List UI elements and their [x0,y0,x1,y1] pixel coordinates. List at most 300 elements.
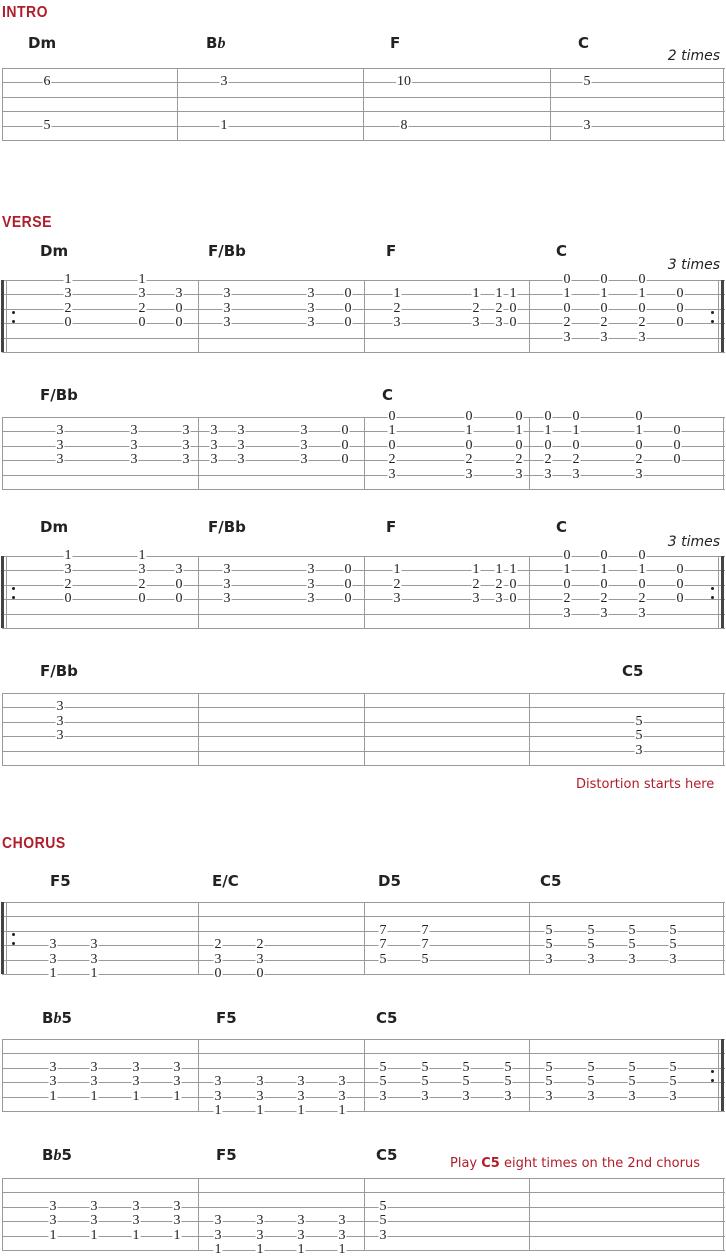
fret-number: 0 [563,300,571,316]
fret-number: 5 [421,1074,429,1090]
fret-number: 2 [472,300,480,316]
fret-number: 5 [545,1059,553,1075]
barline [529,1178,530,1250]
fret-number: 3 [56,713,64,729]
fret-number: 3 [600,605,608,621]
fret-number: 0 [638,548,646,563]
fret-number: 3 [182,423,190,439]
fret-number: 6 [43,74,51,90]
fret-number: 5 [635,713,643,729]
string-line [2,140,725,141]
fret-number: 3 [307,591,315,607]
chord-label [378,872,401,890]
fret-number: 3 [297,1074,305,1090]
fret-number: 3 [297,1227,305,1243]
fret-number: 1 [90,1088,98,1104]
fret-number: 2 [638,591,646,607]
fret-number: 2 [138,576,146,592]
fret-number: 1 [509,286,517,302]
chord-label [40,386,78,404]
fret-number: 2 [393,576,401,592]
chord-label [556,242,567,260]
fret-number: 5 [587,922,595,938]
fret-number: 1 [90,1227,98,1243]
section-title-verse: VERSE [2,212,52,231]
fret-number: 5 [545,1074,553,1090]
fret-number: 2 [256,937,264,953]
fret-number: 3 [393,315,401,331]
tab-staff [2,548,725,628]
chorus-note-pre: Play [450,1156,482,1171]
chord-root: C [556,242,568,260]
chord-label [216,1146,237,1164]
fret-number: 1 [49,1088,57,1104]
repeat-barline [721,280,724,352]
chord-suffix: 5 [61,1146,72,1164]
fret-number: 1 [544,423,552,439]
fret-number: 0 [673,423,681,439]
fret-number: 0 [600,576,608,592]
fret-number: 0 [635,437,643,453]
fret-number: 3 [173,1213,181,1229]
barline [529,417,530,489]
repeat-start-dot [12,320,15,323]
fret-number: 1 [220,117,228,133]
fret-number: 1 [600,286,608,302]
fret-number: 0 [344,315,352,331]
tab-staff [2,1178,725,1257]
barline [364,556,365,628]
fret-number: 2 [544,452,552,468]
fret-number: 3 [214,1227,222,1243]
tab-staff [2,1039,725,1118]
fret-number: 3 [307,576,315,592]
fret-number: 0 [175,315,183,331]
string-line [2,765,725,766]
repeat-barline [1,556,4,628]
fret-number: 5 [379,1213,387,1229]
fret-number: 8 [400,117,408,133]
fret-number: 3 [130,437,138,453]
fret-number: 3 [256,1213,264,1229]
chord-label [40,242,68,260]
fret-number: 0 [515,409,523,424]
fret-number: 3 [237,423,245,439]
repeat-start-dot [12,942,15,945]
chord-label [206,34,225,53]
fret-number: 3 [628,951,636,967]
fret-number: 3 [210,452,218,468]
fret-number: 1 [465,423,473,439]
fret-number: 0 [572,437,580,453]
fret-number: 3 [220,74,228,90]
repeat-count-label: 3 times [667,257,720,273]
fret-number: 3 [130,423,138,439]
fret-number: 1 [495,562,503,578]
fret-number: 0 [673,437,681,453]
fret-number: 3 [175,562,183,578]
fret-number: 0 [563,576,571,592]
fret-number: 3 [635,466,643,482]
fret-number: 1 [132,1227,140,1243]
fret-number: 3 [132,1213,140,1229]
chord-root: F/Bb [40,662,78,680]
chord-root: Dm [28,34,57,52]
chord-label [376,1146,397,1164]
fret-number: 0 [638,576,646,592]
chord-label [390,34,400,52]
barline [198,417,199,489]
chord-root: F [390,34,401,52]
chord-label [40,662,78,680]
barline [529,1039,530,1111]
string-line [2,1111,725,1112]
fret-number: 2 [495,576,503,592]
chord-root: F5 [50,872,71,890]
chord-label [42,1146,72,1165]
fret-number: 0 [515,437,523,453]
fret-number: 5 [587,937,595,953]
chorus-note [450,1156,700,1171]
chord-root: Dm [40,242,69,260]
barline [364,1039,365,1111]
fret-number: 0 [638,300,646,316]
fret-number: 1 [297,1103,305,1118]
repeat-end-dot [711,320,714,323]
fret-number: 2 [472,576,480,592]
fret-number: 3 [307,300,315,316]
fret-number: 3 [495,591,503,607]
barline [723,1178,724,1250]
fret-number: 3 [465,466,473,482]
fret-number: 1 [563,286,571,302]
fret-number: 3 [338,1074,346,1090]
fret-number: 3 [300,423,308,439]
fret-number: 5 [669,1059,677,1075]
chord-flat: b [53,1010,62,1027]
barline [198,902,199,974]
barline [723,693,724,765]
fret-number: 2 [635,452,643,468]
repeat-barline [721,1039,724,1111]
fret-number: 0 [64,591,72,607]
fret-number: 3 [472,315,480,331]
fret-number: 2 [563,315,571,331]
barline [550,68,551,140]
barline [364,1178,365,1250]
fret-number: 0 [509,300,517,316]
fret-number: 3 [49,1198,57,1214]
section-title-intro: INTRO [2,2,49,21]
fret-number: 5 [669,937,677,953]
barline [718,1039,719,1111]
fret-number: 2 [600,591,608,607]
fret-number: 3 [223,562,231,578]
fret-number: 0 [676,591,684,607]
repeat-end-dot [711,596,714,599]
fret-number: 7 [421,937,429,953]
fret-number: 5 [669,1074,677,1090]
fret-number: 2 [563,591,571,607]
fret-number: 5 [587,1074,595,1090]
chord-root: F5 [216,1146,237,1164]
fret-number: 1 [600,562,608,578]
chord-label [208,242,246,260]
fret-number: 3 [64,562,72,578]
fret-number: 3 [256,1227,264,1243]
fret-number: 1 [515,423,523,439]
fret-number: 3 [338,1213,346,1229]
fret-number: 3 [56,699,64,715]
fret-number: 2 [138,300,146,316]
fret-number: 0 [175,300,183,316]
fret-number: 3 [669,951,677,967]
fret-number: 0 [509,591,517,607]
fret-number: 3 [307,315,315,331]
fret-number: 3 [214,1074,222,1090]
fret-number: 3 [393,591,401,607]
barline [2,68,3,140]
distortion-note: Distortion starts here [576,777,715,792]
fret-number: 2 [64,576,72,592]
fret-number: 2 [600,315,608,331]
fret-number: 3 [56,437,64,453]
fret-number: 1 [393,562,401,578]
fret-number: 0 [344,576,352,592]
fret-number: 2 [388,452,396,468]
fret-number: 0 [673,452,681,468]
chord-root: C [556,518,568,536]
barline [2,1039,3,1111]
chord-root: F/Bb [40,386,78,404]
fret-number: 1 [472,562,480,578]
fret-number: 3 [421,1088,429,1104]
barline [363,68,364,140]
chord-root: F/Bb [208,518,246,536]
repeat-count-label: 3 times [667,534,720,550]
chord-label [622,662,643,680]
chord-flat: b [217,35,226,52]
fret-number: 3 [587,1088,595,1104]
fret-number: 0 [676,576,684,592]
chord-root: F/Bb [208,242,246,260]
chord-label [28,34,56,52]
fret-number: 1 [64,548,72,563]
fret-number: 5 [587,1059,595,1075]
fret-number: 1 [572,423,580,439]
fret-number: 0 [344,300,352,316]
fret-number: 5 [628,937,636,953]
barline [718,556,719,628]
repeat-barline [1,280,4,352]
chord-root: C5 [622,662,644,680]
fret-number: 2 [393,300,401,316]
fret-number: 1 [214,1242,222,1257]
repeat-end-dot [711,311,714,314]
fret-number: 0 [600,272,608,287]
barline [723,68,724,140]
fret-number: 5 [43,117,51,133]
fret-number: 1 [256,1242,264,1257]
fret-number: 5 [379,1074,387,1090]
barline [198,280,199,352]
fret-number: 1 [638,286,646,302]
fret-number: 0 [676,286,684,302]
barline [6,902,7,974]
barline [364,902,365,974]
fret-number: 0 [138,591,146,607]
chord-root: D5 [378,872,401,890]
barline [2,417,3,489]
fret-number: 0 [341,452,349,468]
fret-number: 0 [465,437,473,453]
fret-number: 5 [628,1074,636,1090]
repeat-end-dot [711,1079,714,1082]
fret-number: 5 [379,1198,387,1214]
fret-number: 3 [214,951,222,967]
fret-number: 3 [223,576,231,592]
repeat-start-dot [12,596,15,599]
tab-staff [2,409,725,489]
fret-number: 1 [49,1227,57,1243]
fret-number: 3 [49,937,57,953]
fret-number: 3 [214,1088,222,1104]
fret-number: 1 [173,1088,181,1104]
fret-number: 3 [173,1198,181,1214]
fret-number: 3 [49,1059,57,1075]
fret-number: 0 [572,409,580,424]
barline [6,280,7,352]
barline [529,556,530,628]
fret-number: 3 [638,329,646,345]
fret-number: 0 [676,315,684,331]
fret-number: 2 [638,315,646,331]
fret-number: 3 [563,605,571,621]
fret-number: 3 [132,1074,140,1090]
chord-label [208,518,246,536]
fret-number: 3 [307,562,315,578]
fret-number: 0 [344,286,352,302]
fret-number: 3 [138,562,146,578]
tab-staff [2,272,725,352]
chord-suffix: 5 [61,1009,72,1027]
fret-number: 3 [338,1088,346,1104]
chord-label [50,872,71,890]
fret-number: 0 [635,409,643,424]
fret-number: 5 [628,1059,636,1075]
fret-number: 1 [138,272,146,287]
fret-number: 10 [397,74,411,90]
fret-number: 1 [635,423,643,439]
string-line [2,1250,725,1251]
repeat-start-dot [12,933,15,936]
chord-root: B [42,1009,54,1027]
chord-label [382,386,393,404]
fret-number: 3 [182,437,190,453]
fret-number: 0 [600,548,608,563]
fret-number: 3 [587,951,595,967]
fret-number: 3 [338,1227,346,1243]
fret-number: 3 [90,1074,98,1090]
chord-root: C [382,386,394,404]
fret-number: 3 [90,1198,98,1214]
chord-flat: b [53,1147,62,1164]
fret-number: 5 [379,951,387,967]
fret-number: 5 [379,1059,387,1075]
chord-root: B [206,34,218,52]
chorus-note-post: eight times on the 2nd chorus [499,1156,700,1171]
fret-number: 3 [462,1088,470,1104]
fret-number: 3 [182,452,190,468]
chorus-note-chord: C5 [481,1156,500,1171]
fret-number: 3 [49,1213,57,1229]
fret-number: 0 [388,437,396,453]
barline [529,693,530,765]
fret-number: 5 [583,74,591,90]
fret-number: 5 [545,922,553,938]
fret-number: 3 [56,452,64,468]
fret-number: 1 [638,562,646,578]
fret-number: 0 [214,966,222,981]
fret-number: 1 [509,562,517,578]
tab-staff [2,68,725,140]
chord-label [556,518,567,536]
chord-label [376,1009,397,1027]
fret-number: 0 [64,315,72,331]
barline [2,693,3,765]
fret-number: 3 [472,591,480,607]
string-line [2,628,725,629]
barline [718,280,719,352]
fret-number: 1 [338,1242,346,1257]
fret-number: 0 [544,409,552,424]
barline [364,693,365,765]
chord-root: C [578,34,590,52]
fret-number: 3 [90,951,98,967]
barline [198,693,199,765]
fret-number: 0 [676,562,684,578]
fret-number: 7 [379,922,387,938]
fret-number: 2 [465,452,473,468]
fret-number: 3 [379,1227,387,1243]
fret-number: 3 [495,315,503,331]
fret-number: 1 [256,1103,264,1118]
fret-number: 3 [173,1059,181,1075]
repeat-barline [1,902,4,974]
fret-number: 3 [583,117,591,133]
fret-number: 3 [56,423,64,439]
fret-number: 3 [56,728,64,744]
fret-number: 3 [256,951,264,967]
fret-number: 1 [138,548,146,563]
fret-number: 0 [341,423,349,439]
fret-number: 1 [90,966,98,981]
fret-number: 0 [465,409,473,424]
fret-number: 3 [600,329,608,345]
chord-root: F [386,242,397,260]
fret-number: 5 [635,728,643,744]
fret-number: 2 [64,300,72,316]
fret-number: 2 [214,937,222,953]
fret-number: 5 [669,922,677,938]
fret-number: 5 [504,1059,512,1075]
fret-number: 3 [572,466,580,482]
fret-number: 3 [297,1213,305,1229]
repeat-barline [721,556,724,628]
fret-number: 5 [545,937,553,953]
repeat-start-dot [12,587,15,590]
fret-number: 3 [138,286,146,302]
